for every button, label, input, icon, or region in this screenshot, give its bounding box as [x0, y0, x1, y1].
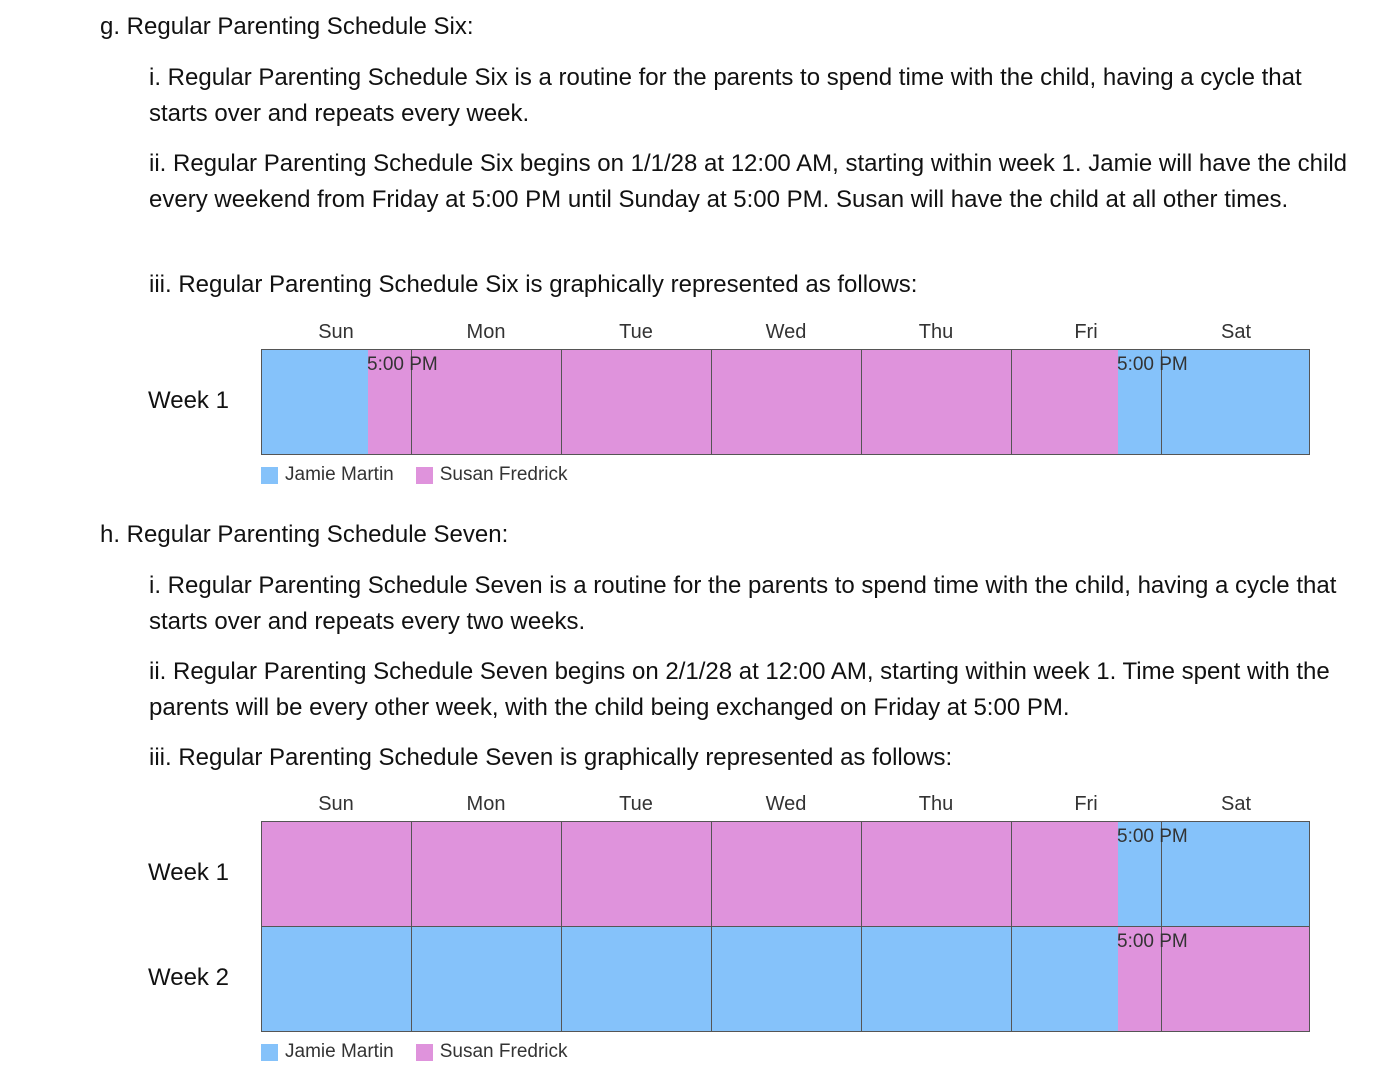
day-divider [561, 822, 562, 926]
section-h-paragraph-1: i. Regular Parenting Schedule Seven is a routine for the parents to spend time with the child, having a cycle that starts over and repeats every two weeks. [149, 572, 1337, 635]
day-name-tue: Tue [619, 793, 653, 815]
legend-swatch [261, 1044, 278, 1061]
custody-block-susan [368, 350, 1118, 454]
day-name-sun: Sun [318, 321, 354, 343]
legend-label: Jamie Martin [285, 1041, 394, 1062]
exchange-time-label: 5:00 PM [1117, 931, 1188, 952]
week-label: Week 2 [148, 964, 229, 991]
legend-item-jamie [261, 1041, 394, 1063]
exchange-time-label: 5:00 PM [367, 354, 438, 375]
week-row [262, 822, 1309, 926]
day-divider [861, 822, 862, 926]
custody-block-susan [262, 822, 1118, 926]
day-divider [1011, 350, 1012, 454]
custody-block-jamie [262, 350, 368, 454]
day-divider [411, 822, 412, 926]
day-name-fri: Fri [1074, 793, 1098, 815]
day-divider [711, 822, 712, 926]
day-name-sat: Sat [1220, 793, 1252, 815]
section-h-paragraph-2: ii. Regular Parenting Schedule Seven begins on 2/1/28 at 12:00 AM, starting within week 1. Time spent with the parents will be every other week, with the child being exchanged on Friday at 5:00 PM. [149, 658, 1330, 721]
legend-label: Susan Fredrick [439, 464, 568, 485]
section-h-heading: h. Regular Parenting Schedule Seven: [100, 521, 509, 548]
legend-swatch [416, 1044, 433, 1061]
day-name-mon: Mon [466, 321, 506, 343]
day-divider [561, 927, 562, 1031]
day-divider [861, 927, 862, 1031]
week-row [262, 927, 1309, 1031]
day-header-row [261, 317, 1310, 347]
section-g-paragraph-2: ii. Regular Parenting Schedule Six begins on 1/1/28 at 12:00 AM, starting within week 1. Jamie will have the child every weekend from Friday at 5:00 PM until Sunday at 5:00 PM. Susan will have the child at all other times. [149, 150, 1348, 213]
exchange-time-label: 5:00 PM [1117, 354, 1188, 375]
legend-item-susan [416, 1041, 568, 1063]
day-divider [861, 350, 862, 454]
legend-label: Susan Fredrick [439, 1041, 568, 1062]
week-row [262, 350, 1309, 454]
custody-block-jamie [262, 927, 1118, 1031]
day-name-tue: Tue [619, 321, 653, 343]
section-g-heading: g. Regular Parenting Schedule Six: [100, 13, 474, 40]
section-h-paragraph-3: iii. Regular Parenting Schedule Seven is graphically represented as follows: [149, 744, 953, 771]
legend-label: Jamie Martin [285, 464, 394, 485]
day-name-wed: Wed [765, 793, 807, 815]
day-divider [711, 927, 712, 1031]
day-divider [1011, 822, 1012, 926]
legend-item-jamie [261, 464, 394, 486]
day-name-thu: Thu [918, 321, 954, 343]
legend-swatch [416, 467, 433, 484]
legend [261, 463, 590, 487]
schedule-seven-calendar [148, 789, 1318, 1067]
week-label: Week 1 [148, 387, 229, 414]
schedule-grid [261, 821, 1310, 1032]
exchange-time-label: 5:00 PM [1117, 826, 1188, 847]
day-name-mon: Mon [466, 793, 506, 815]
day-divider [711, 350, 712, 454]
day-name-thu: Thu [918, 793, 954, 815]
schedule-six-calendar [148, 317, 1318, 489]
day-name-sun: Sun [318, 793, 354, 815]
section-g-paragraph-3: iii. Regular Parenting Schedule Six is graphically represented as follows: [149, 271, 918, 298]
day-name-wed: Wed [765, 321, 807, 343]
week-label: Week 1 [148, 859, 229, 886]
legend [261, 1040, 590, 1064]
section-g-paragraph-1: i. Regular Parenting Schedule Six is a routine for the parents to spend time with the child, having a cycle that starts over and repeats every week. [149, 64, 1302, 127]
day-divider [561, 350, 562, 454]
day-header-row [261, 789, 1310, 819]
day-name-fri: Fri [1074, 321, 1098, 343]
legend-swatch [261, 467, 278, 484]
day-name-sat: Sat [1220, 321, 1252, 343]
day-divider [1011, 927, 1012, 1031]
day-divider [411, 927, 412, 1031]
legend-item-susan [416, 464, 568, 486]
schedule-grid [261, 349, 1310, 455]
